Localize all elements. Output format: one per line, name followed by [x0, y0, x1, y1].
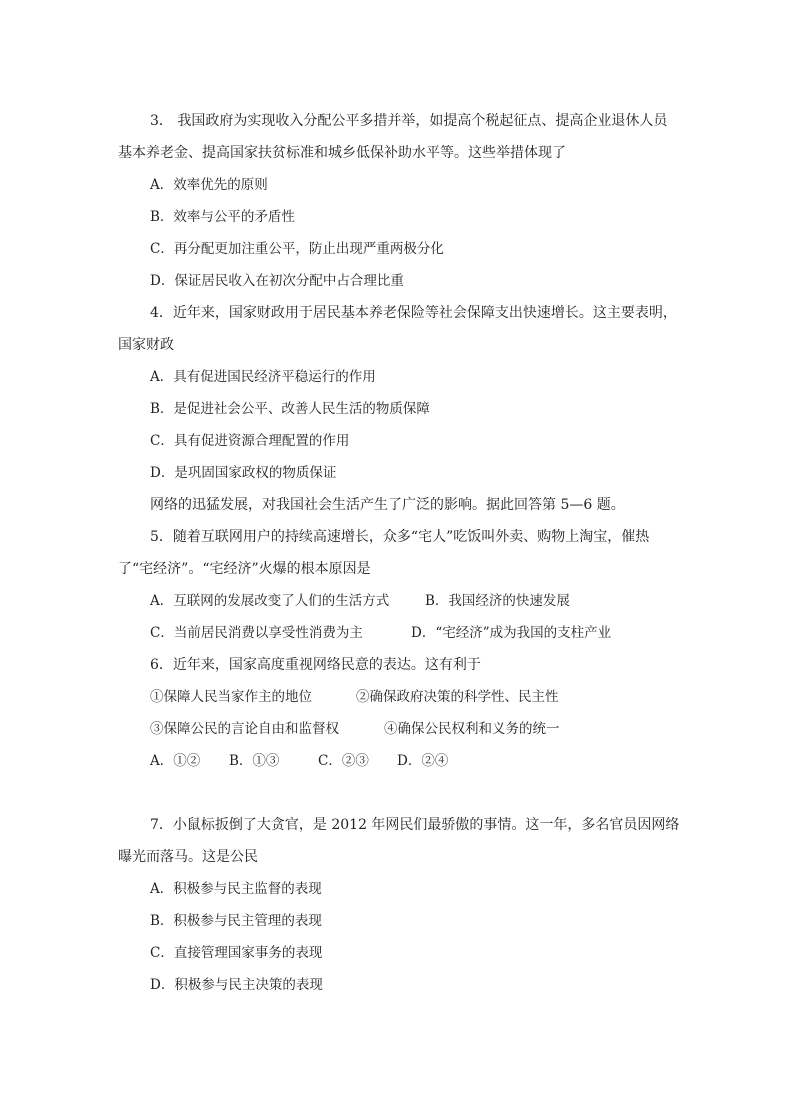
q4-stem-line2: 国家财政 [118, 337, 174, 353]
q4-option-a: A．具有促进国民经济平稳运行的作用 [150, 369, 376, 385]
q3-stem-line2: 基本养老金、提高国家扶贫标准和城乡低保补助水平等。这些举措体现了 [118, 145, 566, 161]
q6-stem: 6．近年来，国家高度重视网络民意的表达。这有利于 [150, 657, 481, 673]
q3-stem-line1: 3． 我国政府为实现收入分配公平多措并举，如提高个税起征点、提高企业退休人员 [150, 113, 668, 129]
q3-option-a: A．效率优先的原则 [150, 177, 268, 193]
q7-option-a: A．积极参与民主监督的表现 [150, 881, 322, 897]
q3-option-b: B．效率与公平的矛盾性 [150, 209, 295, 225]
q6-option-c: C．②③ [318, 753, 369, 769]
q5-option-c: C．当前居民消费以享受性消费为主 [150, 625, 363, 641]
intro-q5-q6: 网络的迅猛发展，对我国社会生活产生了广泛的影响。据此回答第 5—6 题。 [150, 497, 625, 513]
q5-option-b: B．我国经济的快速发展 [425, 593, 570, 609]
q5-stem-line2: 了“宅经济”。“宅经济”火爆的根本原因是 [118, 561, 371, 577]
q6-item-1: ①保障人民当家作主的地位 [150, 689, 312, 705]
q5-option-d: D．“宅经济”成为我国的支柱产业 [411, 625, 612, 641]
q4-option-b: B．是促进社会公平、改善人民生活的物质保障 [150, 401, 430, 417]
q5-stem-line1: 5．随着互联网用户的持续高速增长，众多“宅人”吃饭叫外卖、购物上淘宝，催热 [150, 529, 650, 545]
q6-option-a: A．①② [150, 753, 201, 769]
q6-item-3: ③保障公民的言论自由和监督权 [150, 721, 339, 737]
q7-option-c: C．直接管理国家事务的表现 [150, 945, 323, 961]
q3-option-c: C．再分配更加注重公平，防止出现严重两极分化 [150, 241, 444, 257]
q7-stem-line2: 曝光而落马。这是公民 [118, 849, 258, 865]
q7-option-d: D．积极参与民主决策的表现 [150, 977, 323, 993]
q6-item-2: ②确保政府决策的科学性、民主性 [356, 689, 559, 705]
q7-option-b: B．积极参与民主管理的表现 [150, 913, 322, 929]
q6-item-4: ④确保公民权利和义务的统一 [384, 721, 560, 737]
q4-option-d: D．是巩固国家政权的物质保证 [150, 465, 337, 481]
q4-option-c: C．具有促进资源合理配置的作用 [150, 433, 350, 449]
q4-stem-line1: 4．近年来，国家财政用于居民基本养老保险等社会保障支出快速增长。这主要表明， [150, 305, 677, 321]
q7-stem-line1: 7．小鼠标扳倒了大贪官，是 2012 年网民们最骄傲的事情。这一年，多名官员因网络 [150, 817, 680, 833]
q6-option-d: D．②④ [397, 753, 449, 769]
q3-option-d: D．保证居民收入在初次分配中占合理比重 [150, 273, 404, 289]
q6-option-b: B．①③ [229, 753, 280, 769]
q5-option-a: A．互联网的发展改变了人们的生活方式 [150, 593, 390, 609]
